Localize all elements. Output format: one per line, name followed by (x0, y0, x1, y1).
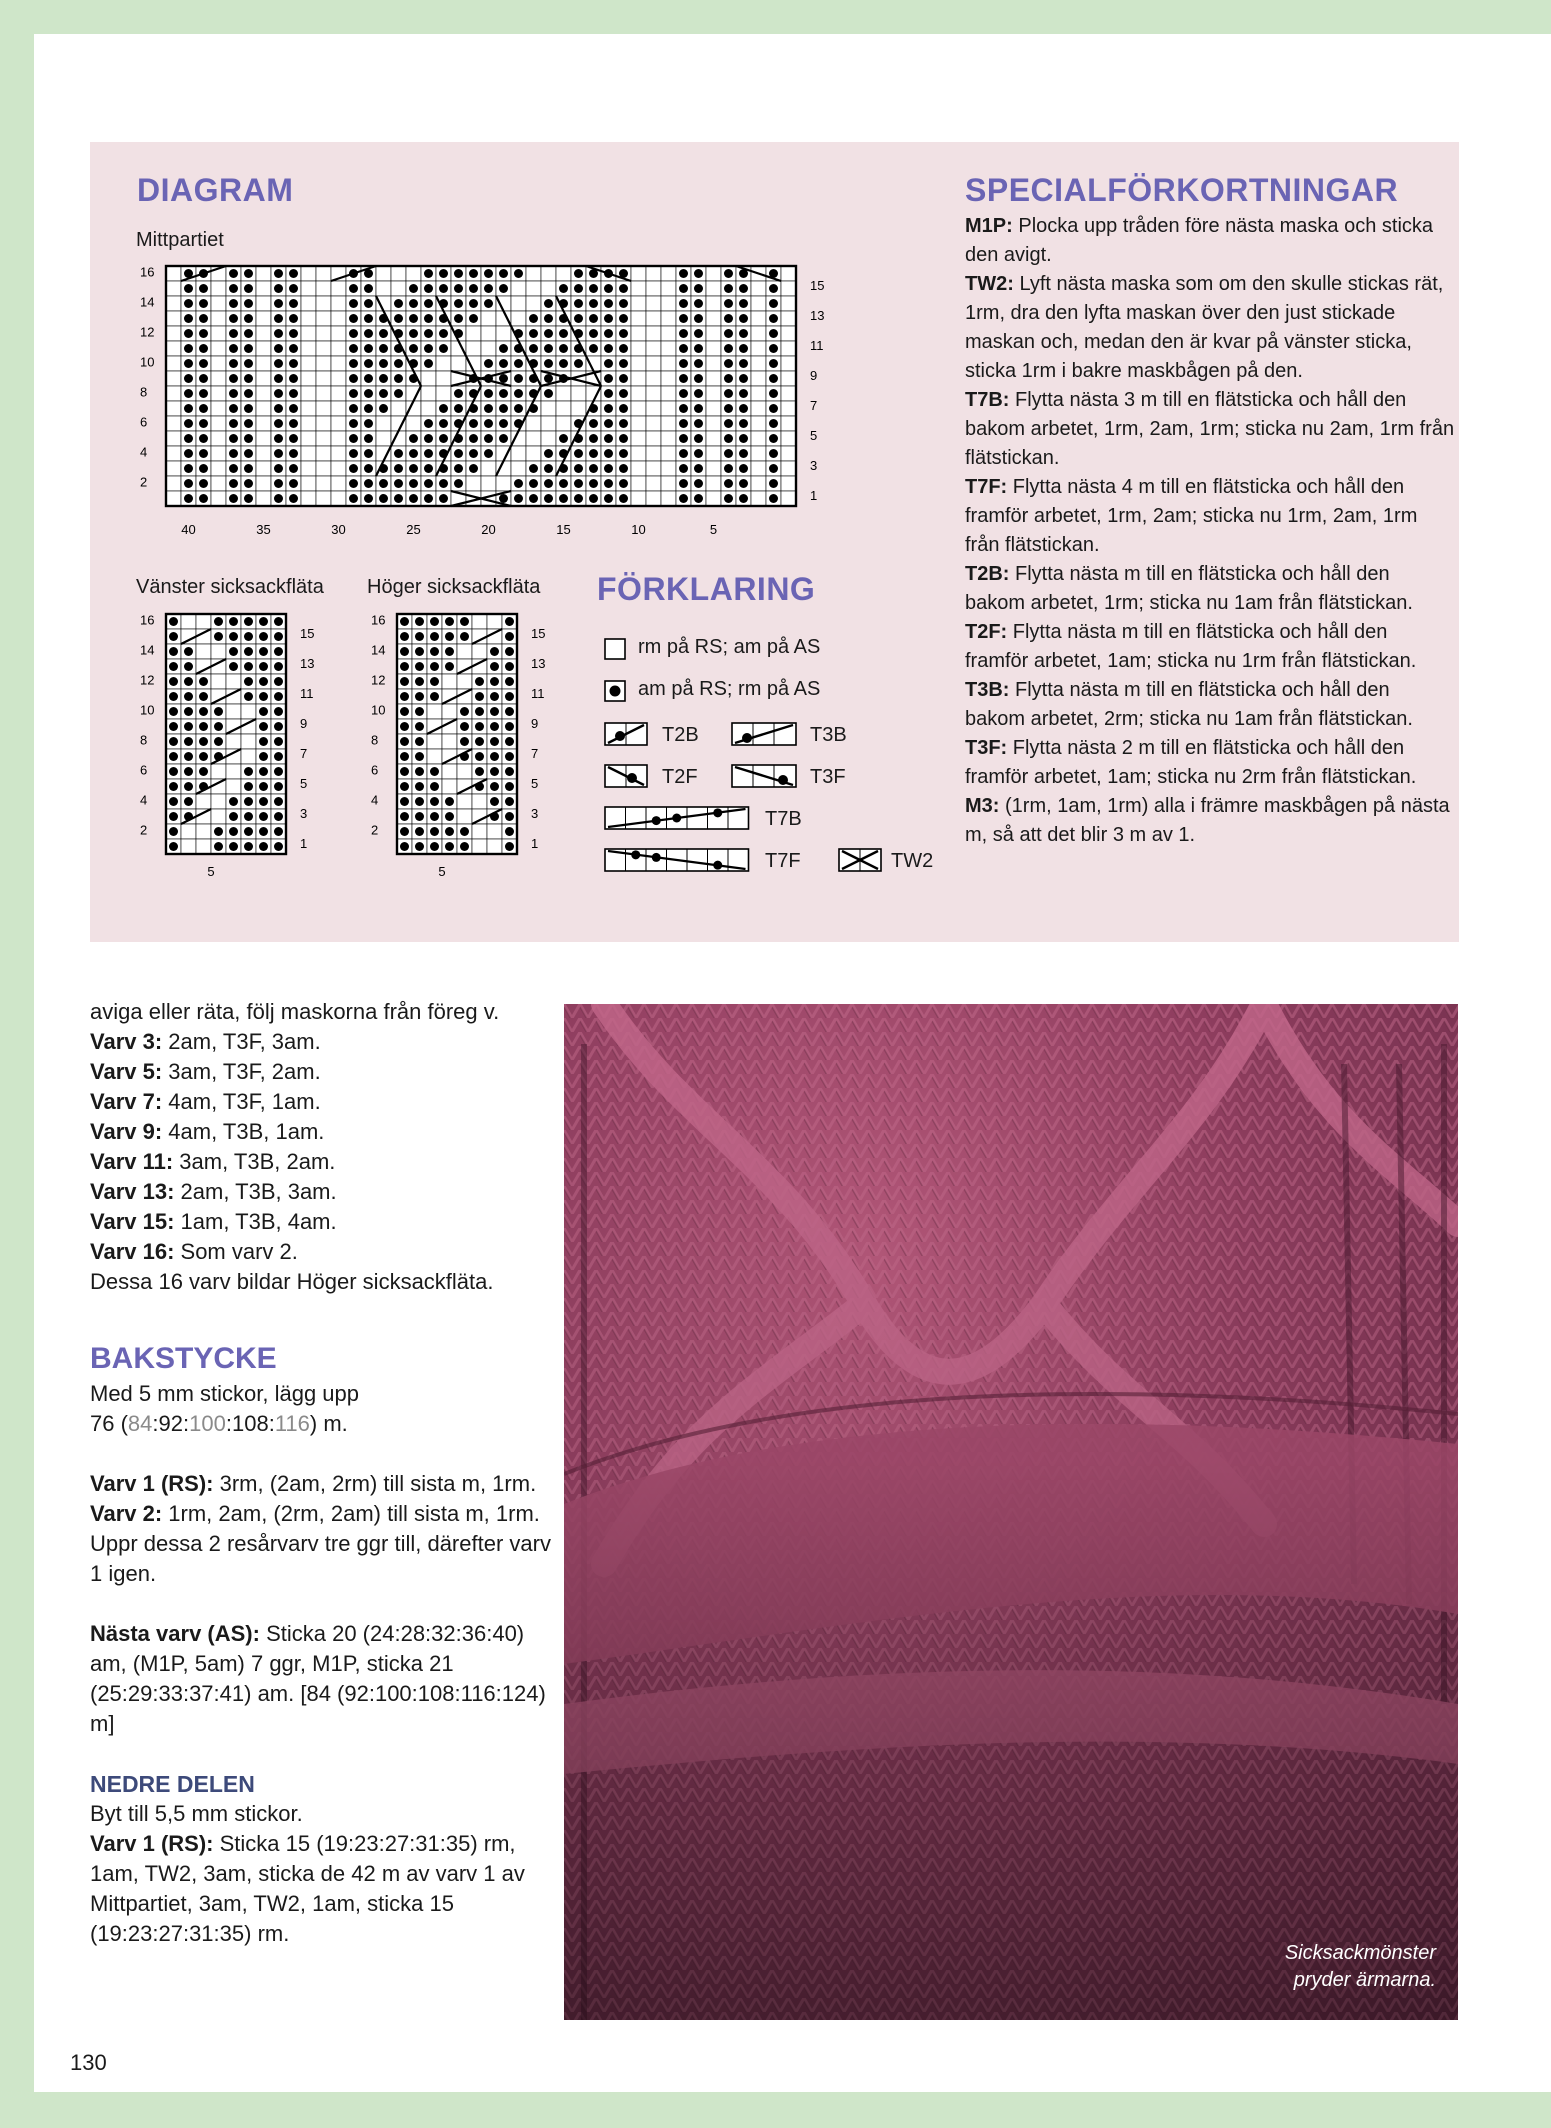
right-zigzag-label: Höger sicksackfläta (367, 576, 541, 598)
instruction-row: Varv 15: 1am, T3B, 4am. (90, 1209, 337, 1234)
column-number: 10 (631, 522, 646, 537)
special-title: SPECIALFÖRKORTNINGAR (965, 172, 1399, 208)
rib-row-2: Varv 2: 1rm, 2am, (2rm, 2am) till sista m, 1rm. (90, 1501, 540, 1526)
instruction-row: Varv 5: 3am, T3F, 2am. (90, 1059, 321, 1084)
legend-t2b: T2B (662, 724, 699, 746)
row-number-right: 15 (300, 626, 315, 641)
column-number: 30 (331, 522, 346, 537)
legend-t3b: T3B (810, 724, 847, 746)
row-number-left: 12 (140, 324, 155, 340)
row-number-left: 2 (140, 822, 148, 838)
instructions (90, 997, 560, 1949)
row-number-right: 15 (531, 626, 546, 641)
row-number-right: 5 (300, 776, 308, 791)
knit-symbol-icon (604, 638, 626, 660)
cable-texture (564, 1004, 1458, 2020)
row-number-left: 4 (140, 792, 148, 808)
special-entry: T7B: Flytta nästa 3 m till en flätsticka och håll den bakom arbetet, 1rm, 2am, 1rm; sticka nu 2am, 1rm från flätstickan. (965, 389, 1455, 469)
instruction-row: Varv 11: 3am, T3B, 2am. (90, 1149, 336, 1174)
row-number-right: 11 (531, 686, 545, 701)
cast-on-line-1: Med 5 mm stickor, lägg upp (90, 1381, 360, 1406)
instruction-row: Varv 3: 2am, T3F, 3am. (90, 1029, 321, 1054)
instruction-row: Varv 13: 2am, T3B, 3am. (90, 1179, 337, 1204)
t3b-symbol-icon (731, 722, 797, 746)
instruction-row: Varv 16: Som varv 2. (90, 1239, 298, 1264)
right-zigzag-chart (361, 608, 571, 888)
row-number-left: 14 (140, 642, 155, 658)
row-number-right: 5 (531, 776, 539, 791)
column-number: 35 (256, 522, 271, 537)
row-number-right: 9 (531, 716, 539, 731)
mittparti-chart (130, 260, 850, 550)
next-row: Nästa varv (AS): Sticka 20 (24:28:32:36:40) am, (M1P, 5am) 7 ggr, M1P, sticka 21 (25:29:33:37:41) am. [84 (92:100:108:116:124) m] (90, 1621, 546, 1736)
row-number-right: 11 (810, 338, 824, 353)
legend-knit: rm på RS; am på AS (638, 636, 821, 658)
row-number-right: 7 (810, 398, 818, 413)
t2b-symbol-icon (604, 722, 648, 746)
legend-purl: am på RS; rm på AS (638, 678, 821, 700)
section-heading: BAKSTYCKE (90, 1342, 277, 1375)
row-number-right: 7 (300, 746, 308, 761)
row-number-left: 16 (140, 612, 155, 628)
row-number-right: 3 (531, 806, 539, 821)
purl-symbol-icon (604, 680, 626, 702)
cast-on-line-2: 76 (84:92:100:108:116) m. (90, 1411, 348, 1436)
rib-row-1: Varv 1 (RS): 3rm, (2am, 2rm) till sista m, 1rm. (90, 1471, 537, 1496)
column-number: 40 (181, 522, 196, 537)
t3f-symbol-icon (731, 764, 797, 788)
legend-t7b: T7B (765, 808, 802, 830)
left-zigzag-label: Vänster sicksackfläta (136, 576, 324, 598)
row-number-left: 8 (140, 732, 148, 748)
special-entry: M1P: Plocka upp tråden före nästa maska och sticka den avigt. (965, 215, 1434, 266)
knitting-photo (564, 1004, 1458, 2020)
subsection-heading: NEDRE DELEN (90, 1771, 255, 1797)
mittparti-label: Mittpartiet (136, 229, 224, 251)
row-number-left: 10 (140, 702, 155, 718)
special-entry: T2B: Flytta nästa m till en flätsticka och håll den bakom arbetet, 1rm; sticka nu 1am från flätstickan. (965, 563, 1413, 614)
row-number-left: 16 (371, 612, 386, 628)
t7f-symbol-icon (604, 848, 754, 872)
row-number-right: 9 (300, 716, 308, 731)
repeat-text: Uppr dessa 2 resårvarv tre ggr till, därefter varv 1 igen. (90, 1531, 551, 1586)
special-entry: TW2: Lyft nästa maska som om den skulle stickas rät, 1rm, dra den lyfta maskan över den just stickade maskan och, medan den är kvar på vänster sticka, sticka 1rm i bakre maskbågen på den. (965, 273, 1444, 382)
row-number-left: 12 (140, 672, 155, 688)
row-number-left: 2 (371, 822, 379, 838)
row-number-left: 2 (140, 474, 148, 490)
row-number-right: 1 (300, 836, 308, 851)
row-number-right: 13 (531, 656, 546, 671)
row-number-right: 1 (810, 488, 818, 503)
special-entry: T7F: Flytta nästa 4 m till en flätsticka och håll den framför arbetet, 1rm, 2am; sticka nu 1rm, 2am, 1rm från flätstickan. (965, 476, 1418, 556)
tw2-symbol-icon (838, 848, 882, 872)
row-number-left: 10 (371, 702, 386, 718)
row-number-left: 6 (140, 762, 148, 778)
special-abbreviations (965, 212, 1455, 850)
page-number: 130 (70, 2050, 107, 2075)
legend-title: FÖRKLARING (597, 571, 816, 607)
special-entry: T3B: Flytta nästa m till en flätsticka och håll den bakom arbetet, 2rm; sticka nu 1am från flätstickan. (965, 679, 1413, 730)
row-number-left: 14 (140, 294, 155, 310)
t7b-symbol-icon (604, 806, 754, 830)
left-zigzag-chart (130, 608, 340, 888)
row-number-left: 14 (371, 642, 386, 658)
summary-text: Dessa 16 varv bildar Höger sicksackfläta. (90, 1269, 494, 1294)
legend-t3f: T3F (810, 766, 846, 788)
column-number: 5 (207, 864, 215, 879)
column-number: 20 (481, 522, 496, 537)
row-number-right: 3 (300, 806, 308, 821)
row-number-right: 9 (810, 368, 818, 383)
photo-caption: Sicksackmönster pryder ärmarna. (1284, 1942, 1436, 1991)
intro-text: aviga eller räta, följ maskorna från föreg v. (90, 999, 500, 1024)
row-number-right: 13 (810, 308, 825, 323)
row-number-left: 8 (371, 732, 379, 748)
special-entry: M3: (1rm, 1am, 1rm) alla i främre maskbågen på nästa m, så att det blir 3 m av 1. (965, 795, 1450, 846)
instruction-row: Varv 9: 4am, T3B, 1am. (90, 1119, 325, 1144)
legend-tw2: TW2 (891, 850, 934, 872)
row-number-left: 4 (140, 444, 148, 460)
row-number-left: 10 (140, 354, 155, 370)
row-number-right: 15 (810, 278, 825, 293)
row-number-left: 12 (371, 672, 386, 688)
row-number-right: 3 (810, 458, 818, 473)
row-number-right: 11 (300, 686, 314, 701)
legend-t2f: T2F (662, 766, 698, 788)
column-number: 15 (556, 522, 571, 537)
lower-row-1: Varv 1 (RS): Sticka 15 (19:23:27:31:35) rm, 1am, TW2, 3am, sticka de 42 m av varv 1 av Mittpartiet, 3am, TW2, 1am, sticka 15 (19:23:27:31:35) rm. (90, 1831, 525, 1946)
instruction-row: Varv 7: 4am, T3F, 1am. (90, 1089, 321, 1114)
row-number-left: 6 (371, 762, 379, 778)
column-number: 5 (709, 522, 718, 537)
row-number-left: 16 (140, 264, 155, 280)
legend-t7f: T7F (765, 850, 801, 872)
special-entry: T2F: Flytta nästa m till en flätsticka och håll den framför arbetet, 1am; sticka nu 1rm från flätstickan. (965, 621, 1417, 672)
special-entry: T3F: Flytta nästa 2 m till en flätsticka och håll den framför arbetet, 1am; sticka nu 2rm från flätstickan. (965, 737, 1417, 788)
column-number: 25 (406, 522, 421, 537)
row-number-left: 8 (140, 384, 148, 400)
row-number-left: 4 (371, 792, 379, 808)
row-number-right: 7 (531, 746, 539, 761)
row-number-right: 1 (531, 836, 539, 851)
t2f-symbol-icon (604, 764, 648, 788)
row-number-left: 6 (140, 414, 148, 430)
row-number-right: 5 (810, 428, 818, 443)
row-number-right: 13 (300, 656, 315, 671)
column-number: 5 (438, 864, 446, 879)
diagram-title: DIAGRAM (137, 172, 294, 208)
needle-change: Byt till 5,5 mm stickor. (90, 1801, 303, 1826)
